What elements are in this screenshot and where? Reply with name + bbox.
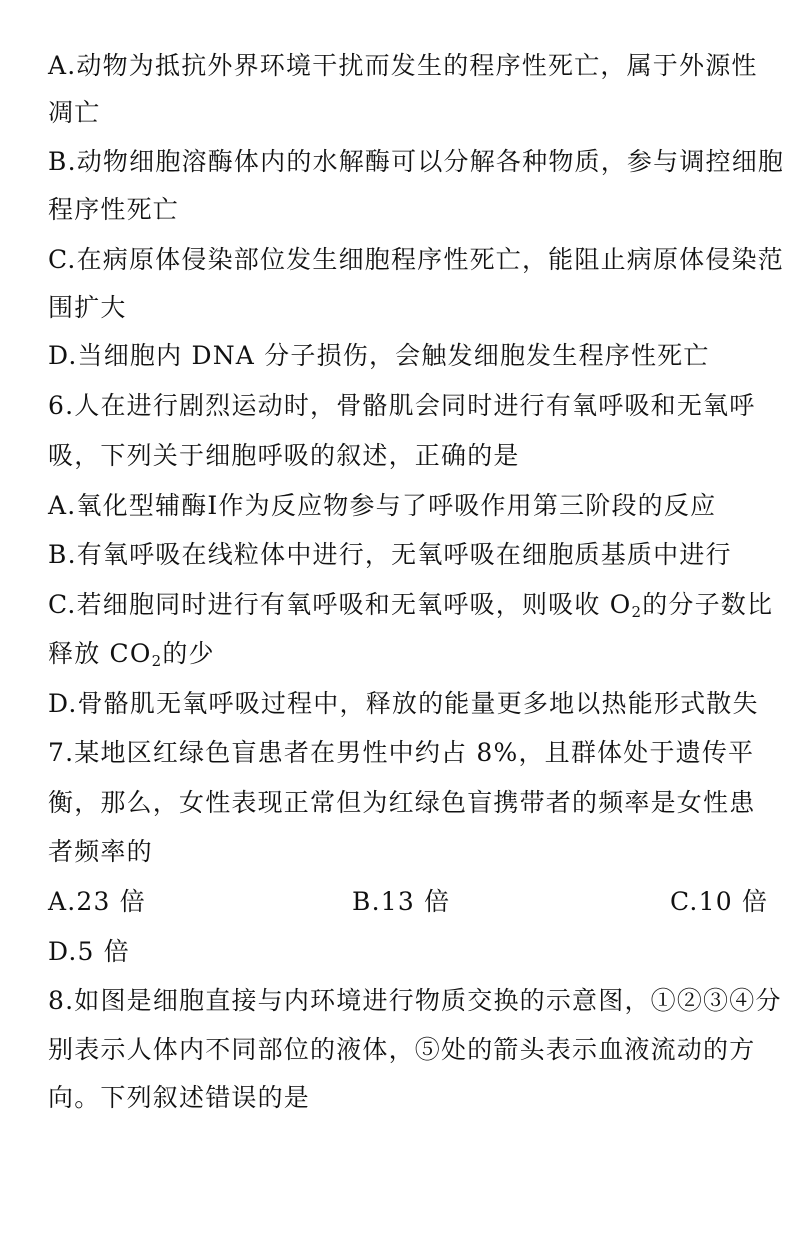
q6-option-c-line2-text: 释放 CO bbox=[48, 639, 152, 668]
q5-option-c-line2: 围扩大 bbox=[48, 293, 127, 322]
q7-option-c: C.10 倍 bbox=[670, 887, 769, 916]
q7-option-b: B.13 倍 bbox=[352, 887, 451, 916]
q6-option-b: B.有氧呼吸在线粒体中进行，无氧呼吸在细胞质基质中进行 bbox=[48, 540, 732, 569]
q8-stem-line1: 8.如图是细胞直接与内环境进行物质交换的示意图，①②③④分 bbox=[48, 986, 782, 1015]
q6-option-c-line1-end: 的分子数比 bbox=[642, 590, 774, 619]
q5-option-d: D.当细胞内 DNA 分子损伤，会触发细胞发生程序性死亡 bbox=[48, 341, 710, 370]
q7-stem-line1: 7.某地区红绿色盲患者在男性中约占 8%，且群体处于遗传平 bbox=[48, 738, 755, 767]
q6-option-d: D.骨骼肌无氧呼吸过程中，释放的能量更多地以热能形式散失 bbox=[48, 689, 759, 718]
q7-stem-line2: 衡，那么，女性表现正常但为红绿色盲携带者的频率是女性患 bbox=[48, 788, 756, 817]
q6-option-c-line1 bbox=[48, 589, 774, 621]
q5-option-b-line2: 程序性死亡 bbox=[48, 195, 180, 224]
q5-option-c-line1: C.在病原体侵染部位发生细胞程序性死亡，能阻止病原体侵染范 bbox=[48, 245, 784, 274]
q5-option-b-line1: B.动物细胞溶酶体内的水解酶可以分解各种物质，参与调控细胞 bbox=[48, 147, 785, 176]
co2-subscript: 2 bbox=[151, 652, 163, 670]
q8-stem-line3: 向。下列叙述错误的是 bbox=[48, 1083, 311, 1112]
q5-option-a-line2: 凋亡 bbox=[48, 98, 101, 127]
o2-subscript: 2 bbox=[631, 603, 643, 621]
q6-option-c-line1-text: C.若细胞同时进行有氧呼吸和无氧呼吸，则吸收 O bbox=[48, 590, 632, 619]
q6-option-a: A.氧化型辅酶Ⅰ作为反应物参与了呼吸作用第三阶段的反应 bbox=[48, 491, 717, 520]
q7-option-a: A.23 倍 bbox=[48, 887, 146, 916]
q7-stem-line3: 者频率的 bbox=[48, 837, 153, 866]
q5-option-a-line1: A.动物为抵抗外界环境干扰而发生的程序性死亡，属于外源性 bbox=[48, 51, 758, 80]
q6-stem-line2: 吸，下列关于细胞呼吸的叙述，正确的是 bbox=[48, 441, 520, 470]
q6-option-c-line2 bbox=[48, 638, 768, 670]
q7-option-d: D.5 倍 bbox=[48, 937, 130, 966]
q6-option-c-line2-end: 的少 bbox=[162, 639, 215, 668]
q8-stem-line2: 别表示人体内不同部位的液体，⑤处的箭头表示血液流动的方 bbox=[48, 1035, 756, 1064]
q6-stem-line1: 6.人在进行剧烈运动时，骨骼肌会同时进行有氧呼吸和无氧呼 bbox=[48, 391, 756, 420]
